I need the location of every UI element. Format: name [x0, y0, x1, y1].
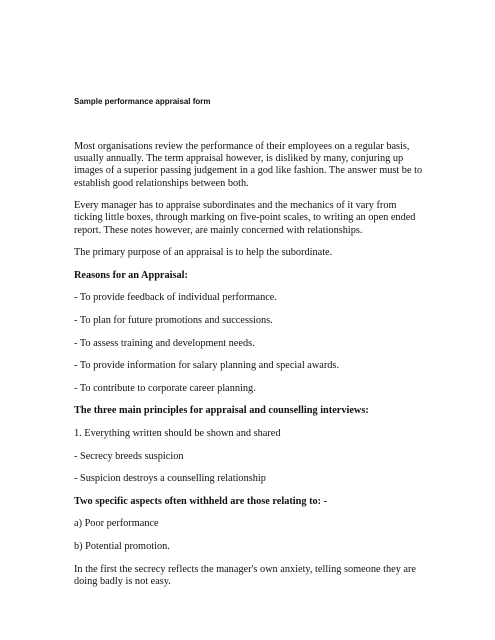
list-item-reason: - To plan for future promotions and successions. — [74, 314, 273, 326]
document-title: Sample performance appraisal form — [74, 97, 211, 106]
paragraph-primary-purpose: The primary purpose of an appraisal is to help the subordinate. — [74, 247, 333, 259]
heading-reasons: Reasons for an Appraisal: — [74, 269, 188, 281]
paragraph-secrecy-anxiety: In the first the secrecy reflects the manager's own anxiety, telling someone they are doing badly is not easy. — [74, 563, 416, 587]
list-item-reason: - To contribute to corporate career planning. — [74, 382, 256, 394]
list-item-reason: - To provide feedback of individual performance. — [74, 292, 277, 304]
list-item-aspect: b) Potential promotion. — [74, 540, 170, 552]
document-body — [74, 141, 424, 598]
list-item-aspect: a) Poor performance — [74, 518, 159, 530]
heading-principles: The three main principles for appraisal and counselling interviews: — [74, 405, 369, 417]
list-item-reason: - To assess training and development needs. — [74, 337, 255, 349]
paragraph-manager-appraise: Every manager has to appraise subordinates and the mechanics of it vary from ticking little boxes, through marking on five-point scales, to writing an open ended report. These notes however, are mainly concerned with relationships. — [74, 200, 416, 236]
list-item-principle: - Suspicion destroys a counselling relationship — [74, 473, 266, 485]
list-item-principle: - Secrecy breeds suspicion — [74, 450, 184, 462]
list-item-principle: 1. Everything written should be shown and shared — [74, 427, 281, 439]
list-item-reason: - To provide information for salary planning and special awards. — [74, 360, 340, 372]
paragraph-intro: Most organisations review the performance of their employees on a regular basis, usually annually. The term appraisal however, is disliked by many, conjuring up images of a superior passing judgement in a god like fashion. The answer must be to establish good relationships between both. — [74, 141, 423, 189]
heading-aspects-withheld: Two specific aspects often withheld are those relating to: - — [74, 495, 328, 507]
